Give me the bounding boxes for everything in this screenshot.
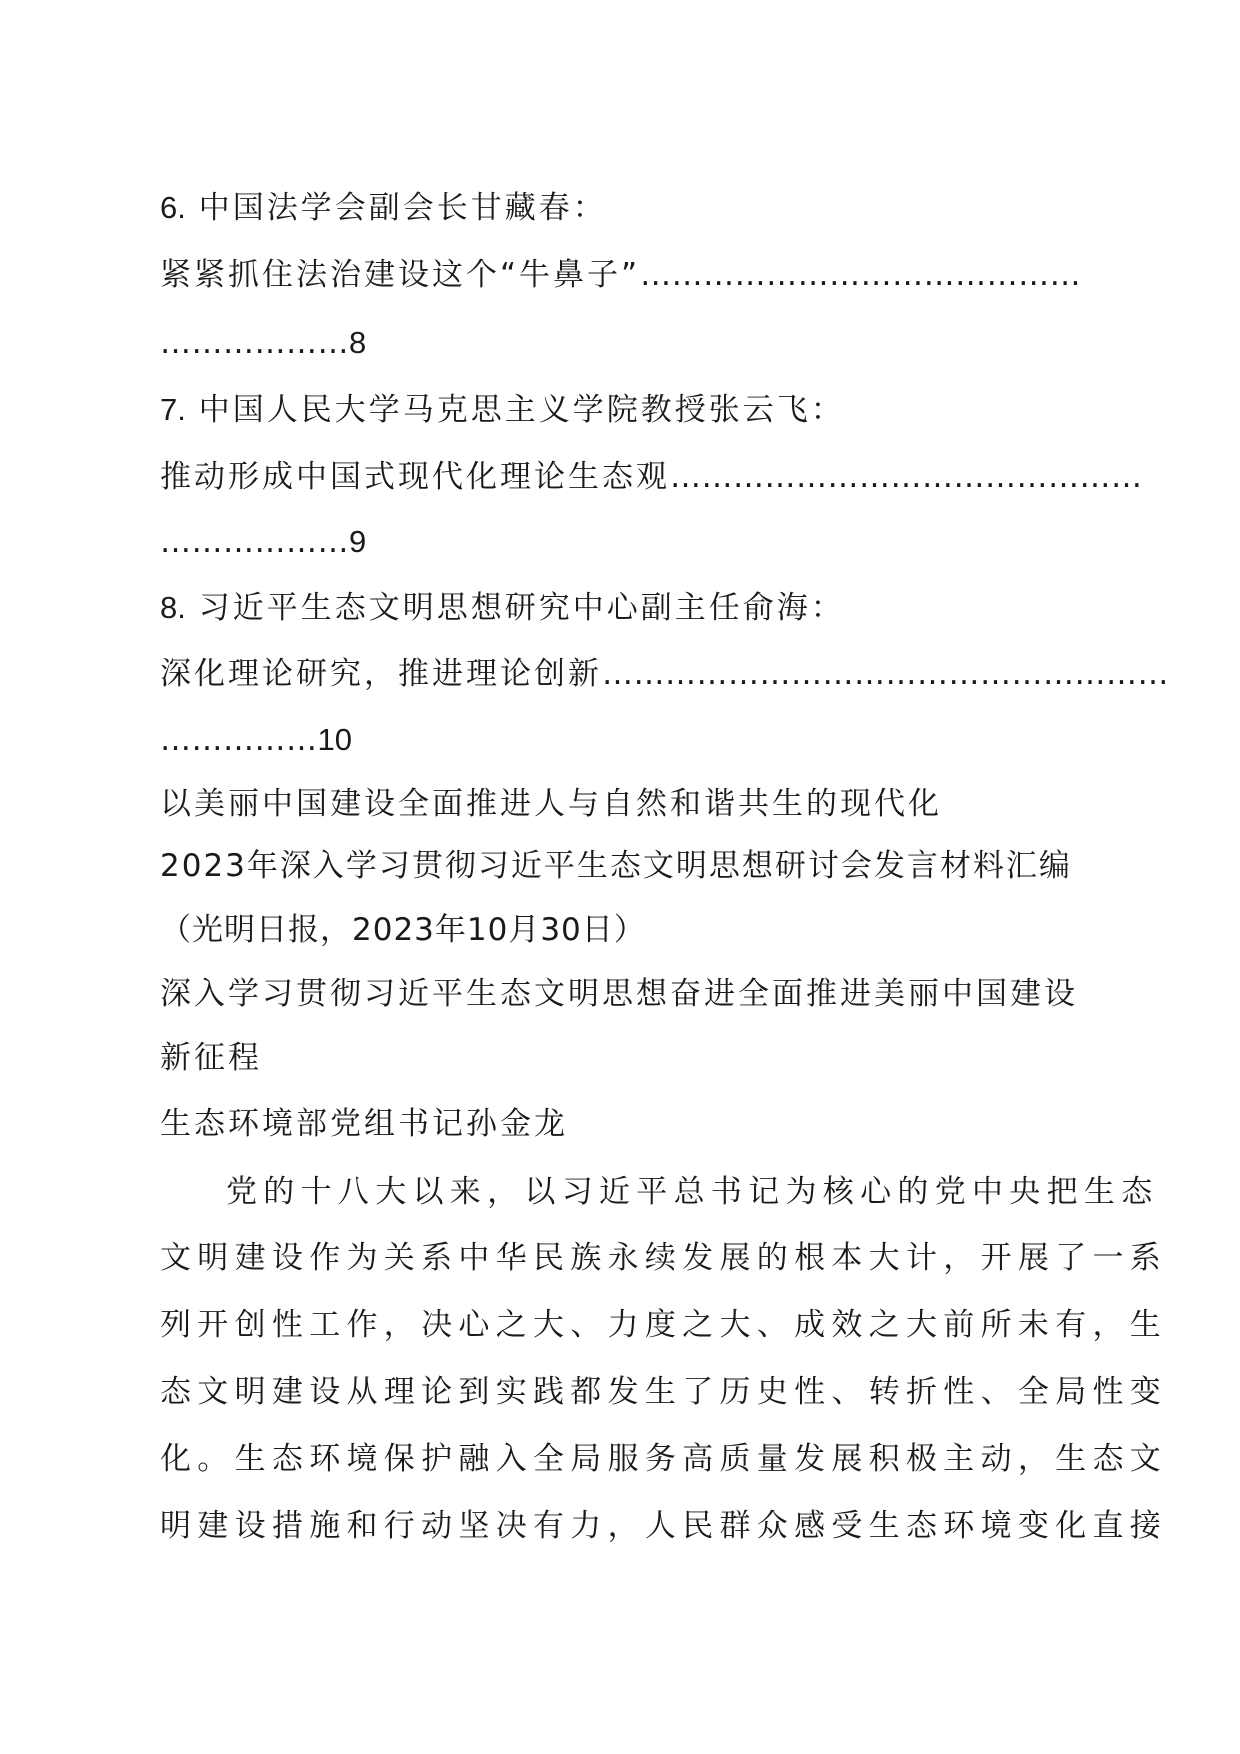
toc-entry-6-heading <box>160 188 1080 228</box>
toc-entry-7-heading <box>160 390 1080 430</box>
body-line-6: 明建设措施和行动坚决有力，人民群众感受生态环境变化直接 <box>160 1508 1168 1544</box>
toc-entry-8-heading-text: 习近平生态文明思想研究中心副主任俞海： <box>198 590 845 626</box>
body-line-2: 文明建设作为关系中华民族永续发展的根本大计，开展了一系 <box>160 1240 1168 1276</box>
toc-entry-8-page-line <box>160 720 1080 760</box>
main-title: 以美丽中国建设全面推进人与自然和谐共生的现代化 <box>160 786 942 822</box>
toc-entry-6-leader-dots-2: ……………… <box>160 325 349 361</box>
toc-entry-7-title-line <box>160 457 1143 497</box>
toc-entry-7-leader-dots-2: ……………… <box>160 524 349 560</box>
body-line-4: 态文明建设从理论到实践都发生了历史性、转折性、全局性变 <box>160 1374 1168 1410</box>
toc-entry-7-page-line <box>160 522 1080 562</box>
toc-entry-6-page-line <box>160 323 1080 363</box>
toc-entry-7-number: 7. <box>160 392 186 427</box>
subtitle: 2023年深入学习贯彻习近平生态文明思想研讨会发言材料汇编 <box>160 848 1072 884</box>
toc-entry-6-title-line <box>160 255 1080 295</box>
source-line: （光明日报，2023年10月30日） <box>160 912 646 948</box>
toc-entry-8-leader-dots-2: …………… <box>160 722 318 758</box>
toc-entry-7-page-number: 9 <box>349 524 367 559</box>
toc-entry-7-title: 推动形成中国式现代化理论生态观 <box>160 459 670 495</box>
body-line-1: 党的十八大以来，以习近平总书记为核心的党中央把生态 <box>226 1174 1159 1210</box>
author-line: 生态环境部党组书记孙金龙 <box>160 1106 568 1142</box>
toc-entry-8-page-number: 10 <box>317 722 352 757</box>
toc-entry-6-leader-dots: …………………………………… <box>640 257 1082 293</box>
toc-entry-7-heading-text: 中国人民大学马克思主义学院教授张云飞： <box>198 392 845 428</box>
toc-entry-8-leader-dots: ……………………………………………… <box>602 656 1169 692</box>
toc-entry-8-title-line <box>160 654 1169 694</box>
toc-entry-6-title: 紧紧抓住法治建设这个“牛鼻子” <box>160 257 641 293</box>
toc-entry-6-page-number: 8 <box>349 325 367 360</box>
toc-entry-8-number: 8. <box>160 590 186 625</box>
toc-entry-7-leader-dots: ……………………………………… <box>670 459 1143 495</box>
toc-entry-6-number: 6. <box>160 190 186 225</box>
toc-entry-8-title: 深化理论研究，推进理论创新 <box>160 656 602 692</box>
body-line-5: 化。生态环境保护融入全局服务高质量发展积极主动，生态文 <box>160 1441 1168 1477</box>
body-line-3: 列开创性工作，决心之大、力度之大、成效之大前所未有，生 <box>160 1307 1168 1343</box>
toc-entry-8-heading <box>160 588 1080 628</box>
article-title-line-2: 新征程 <box>160 1040 262 1076</box>
toc-entry-6-heading-text: 中国法学会副会长甘藏春： <box>198 190 607 226</box>
article-title-line-1: 深入学习贯彻习近平生态文明思想奋进全面推进美丽中国建设 <box>160 976 1078 1012</box>
